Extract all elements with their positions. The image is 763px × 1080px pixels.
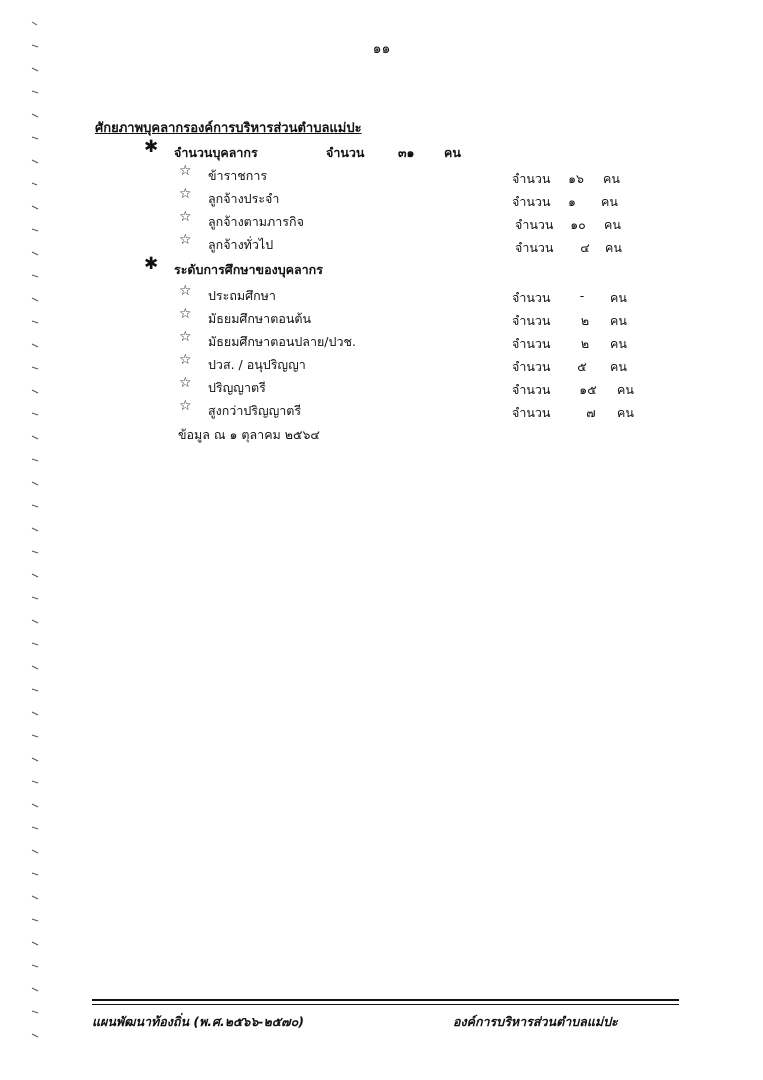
personnel-item-label: ลูกจ้างตามภารกิจ xyxy=(208,214,304,229)
count-unit: คน xyxy=(617,382,634,397)
count-value: ๑๐ xyxy=(570,217,586,232)
star-icon: ☆ xyxy=(179,375,192,391)
count-unit: คน xyxy=(610,336,627,351)
binding-hole-marks xyxy=(28,18,42,1048)
count-word: จำนวน xyxy=(512,290,551,305)
star-icon: ☆ xyxy=(179,209,192,225)
count-word: จำนวน xyxy=(512,313,551,328)
personnel-item-label: ข้าราชการ xyxy=(208,168,268,183)
education-item-label: มัธยมศึกษาตอนต้น xyxy=(208,311,312,326)
count-value: ๗ xyxy=(586,405,596,420)
count-value: ๑๖ xyxy=(568,171,584,186)
personnel-item-label: ลูกจ้างประจำ xyxy=(208,191,280,206)
education-item-label: สูงกว่าปริญญาตรี xyxy=(208,403,302,418)
count-unit: คน xyxy=(603,171,620,186)
count-word: จำนวน xyxy=(512,336,551,351)
star-icon: ☆ xyxy=(179,352,192,368)
count-word: จำนวน xyxy=(512,382,551,397)
count-unit: คน xyxy=(601,194,618,209)
count-word: จำนวน xyxy=(512,171,551,186)
count-unit: คน xyxy=(610,290,627,305)
personnel-total: ๓๑ xyxy=(398,145,415,160)
count-value: ๑๕ xyxy=(579,382,597,397)
bullet-asterisk-icon: ✱ xyxy=(144,137,159,157)
count-value: ๔ xyxy=(580,240,590,255)
count-word: จำนวน xyxy=(515,217,554,232)
star-icon: ☆ xyxy=(179,306,192,322)
personnel-item-label: ลูกจ้างทั่วไป xyxy=(208,237,274,252)
count-word: จำนวน xyxy=(512,359,551,374)
section-title: ศักยภาพบุคลากรองค์การบริหารส่วนตำบลแม่ปะ xyxy=(95,121,362,136)
footer-plan-title: แผนพัฒนาท้องถิ่น (พ.ศ.๒๕๖๖-๒๕๗๐) xyxy=(92,1014,304,1029)
page-number: ๑๑ xyxy=(372,41,391,57)
count-unit: คน xyxy=(610,313,627,328)
count-unit: คน xyxy=(617,405,634,420)
education-heading: ระดับการศึกษาของบุคลากร xyxy=(174,262,323,277)
education-item-label: ปวส. / อนุปริญญา xyxy=(208,357,306,372)
education-item-label: ประถมศึกษา xyxy=(208,288,276,303)
count-word: จำนวน xyxy=(515,240,554,255)
star-icon: ☆ xyxy=(179,398,192,414)
education-item-label: มัธยมศึกษาตอนปลาย/ปวช. xyxy=(208,334,356,349)
personnel-count-word: จำนวน xyxy=(326,145,365,160)
count-unit: คน xyxy=(610,359,627,374)
count-unit: คน xyxy=(605,240,622,255)
count-value: ๒ xyxy=(580,313,590,328)
footer-rule-thin xyxy=(92,1004,679,1005)
count-word: จำนวน xyxy=(512,405,551,420)
star-icon: ☆ xyxy=(179,283,192,299)
star-icon: ☆ xyxy=(179,186,192,202)
footer-rule xyxy=(92,999,679,1001)
personnel-heading: จำนวนบุคลากร xyxy=(174,145,258,160)
count-unit: คน xyxy=(604,217,621,232)
star-icon: ☆ xyxy=(179,163,192,179)
education-item-label: ปริญญาตรี xyxy=(208,380,266,395)
count-value: - xyxy=(579,288,585,303)
count-value: ๕ xyxy=(577,359,587,374)
data-date-note: ข้อมูล ณ ๑ ตุลาคม ๒๕๖๔ xyxy=(178,427,320,442)
personnel-total-unit: คน xyxy=(444,145,461,160)
count-value: ๒ xyxy=(580,336,590,351)
star-icon: ☆ xyxy=(179,232,192,248)
count-value: ๑ xyxy=(568,194,576,209)
footer-organization: องค์การบริหารส่วนตำบลแม่ปะ xyxy=(453,1014,618,1029)
star-icon: ☆ xyxy=(179,329,192,345)
bullet-asterisk-icon: ✱ xyxy=(144,254,159,274)
count-word: จำนวน xyxy=(512,194,551,209)
